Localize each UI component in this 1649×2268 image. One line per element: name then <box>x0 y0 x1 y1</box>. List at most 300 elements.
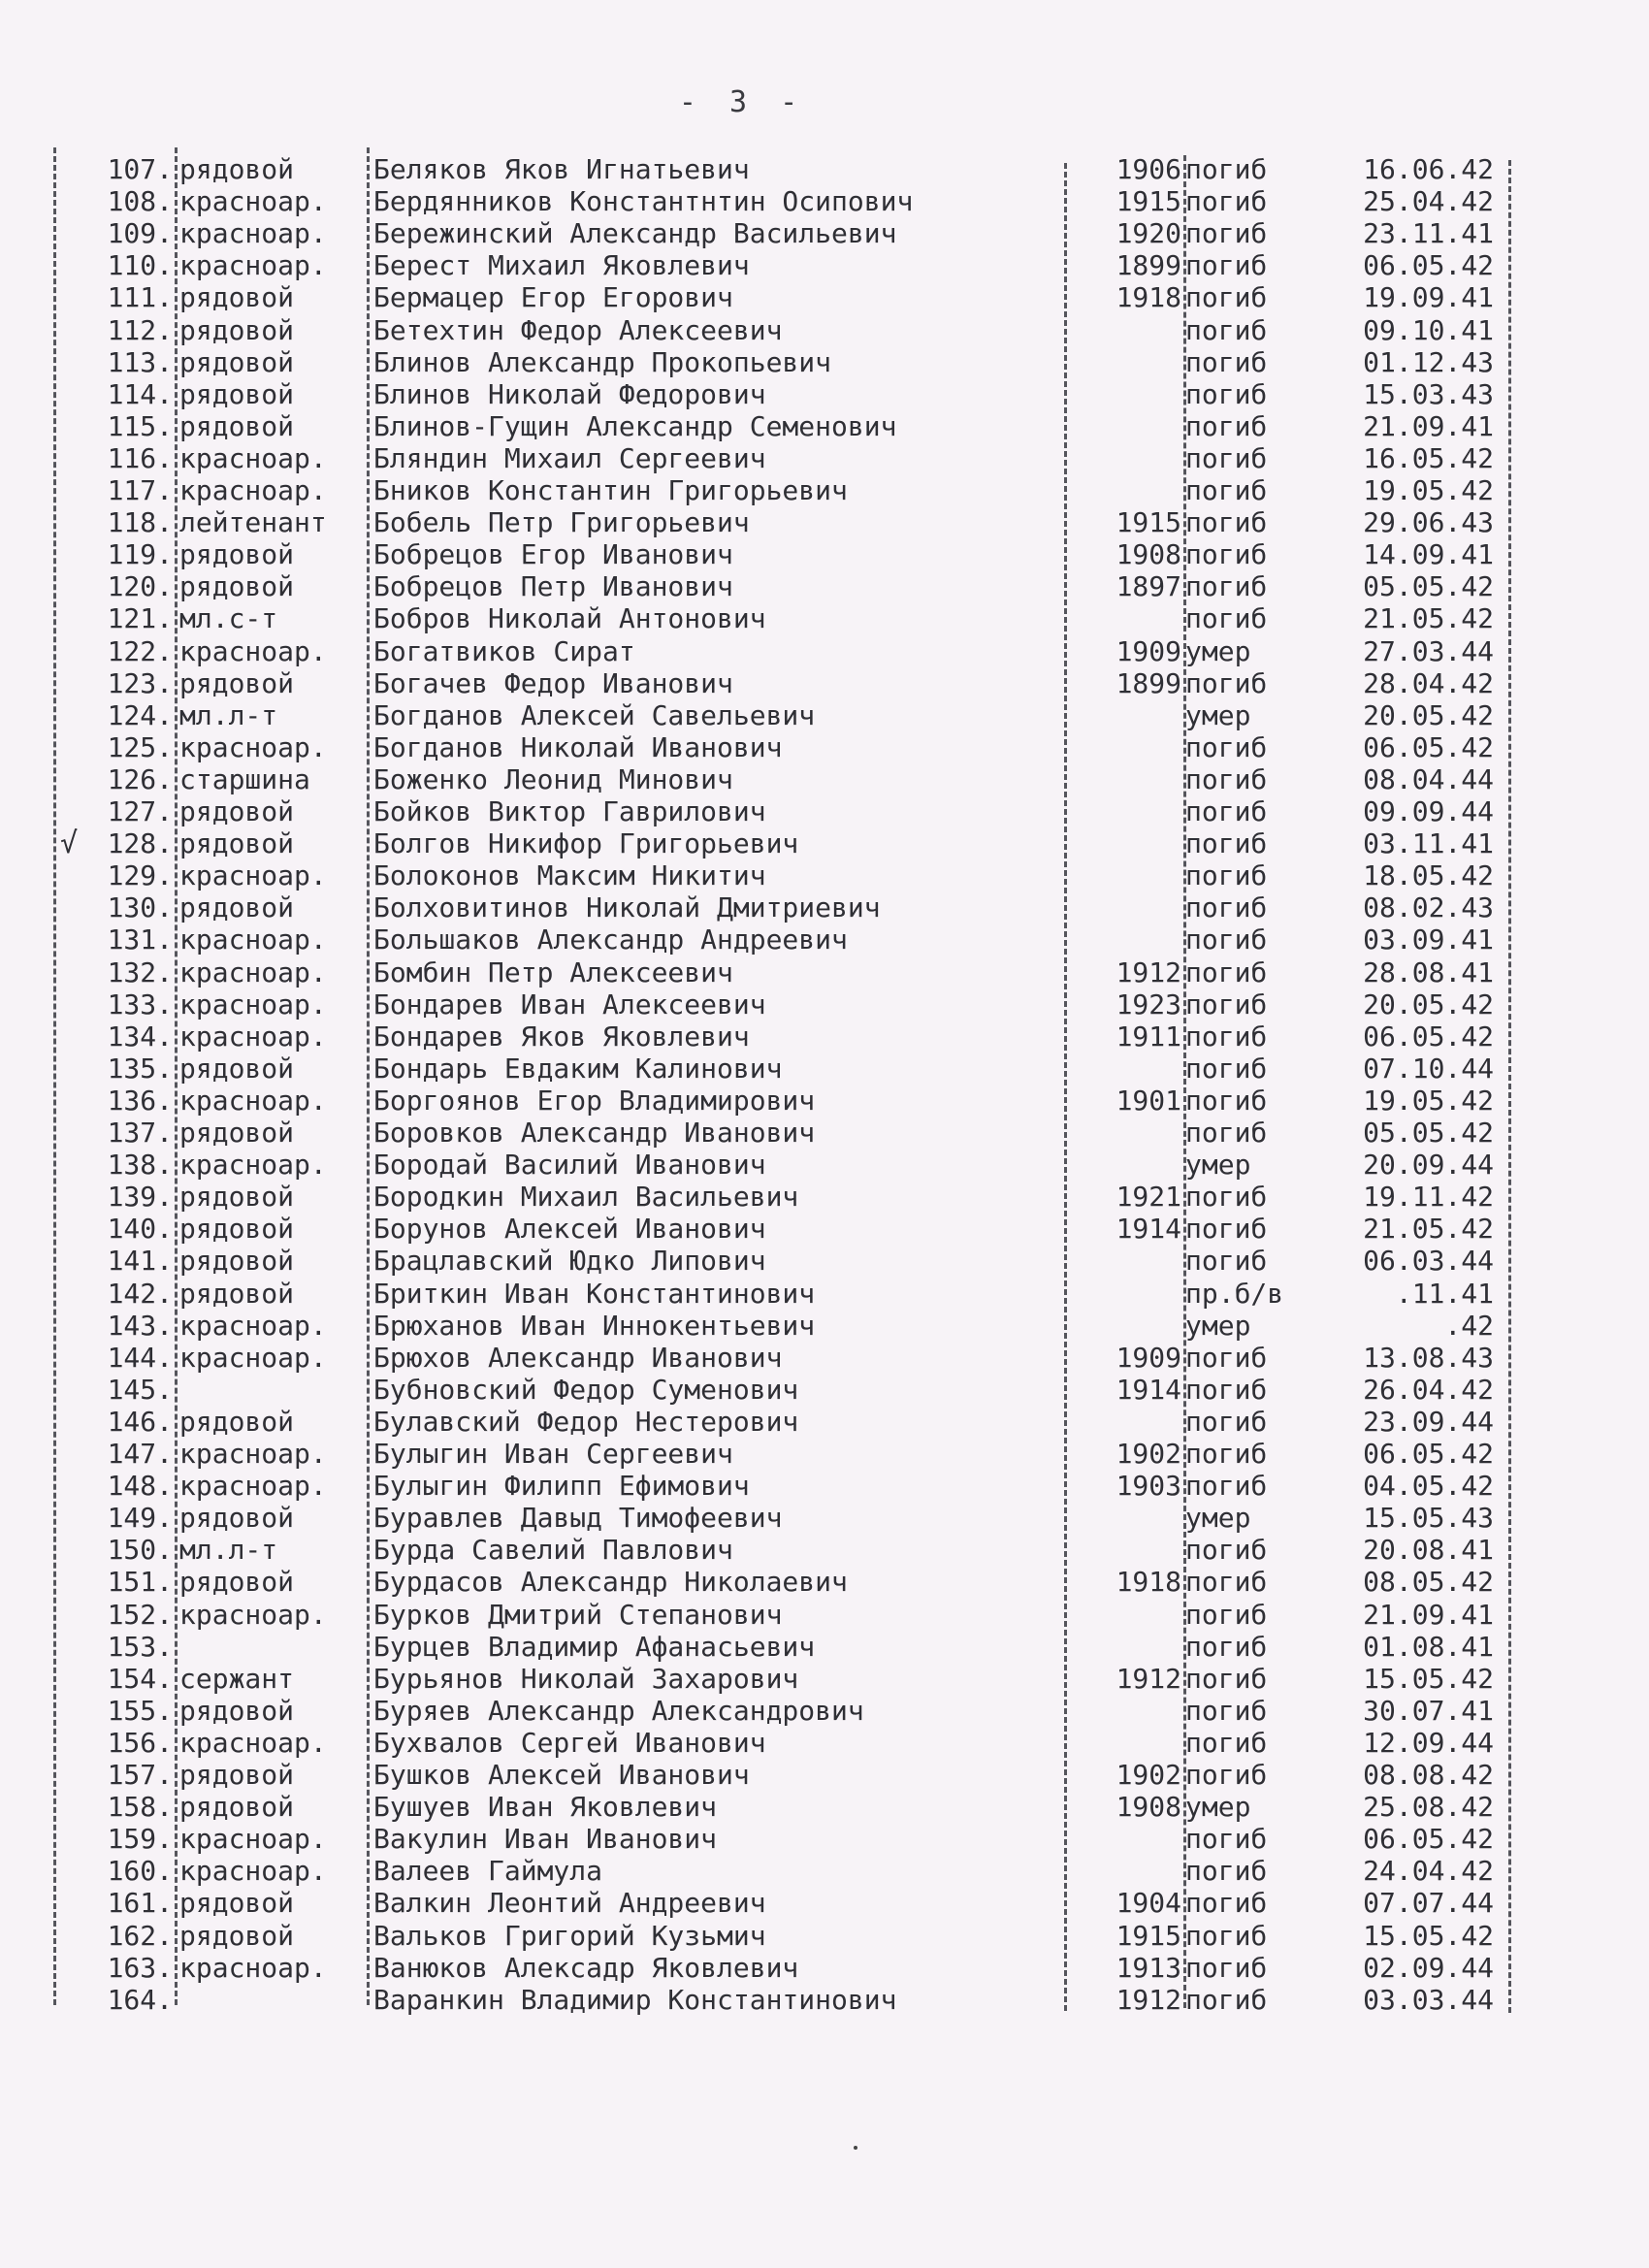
date: 20.05.42 <box>1363 698 1494 731</box>
date: 21.05.42 <box>1363 1213 1494 1246</box>
date: 03.09.41 <box>1363 923 1494 956</box>
table-row <box>0 442 1649 474</box>
table-row <box>0 1663 1649 1695</box>
rank: красноар. <box>179 441 327 474</box>
birth-year: 1913 <box>1116 1951 1181 1984</box>
row-number: 121. <box>107 602 173 635</box>
rank: рядовой <box>179 1887 295 1920</box>
birth-year: 1909 <box>1116 634 1181 667</box>
status: погиб <box>1185 795 1268 827</box>
table-row <box>0 1470 1649 1502</box>
status: погиб <box>1185 666 1268 699</box>
date: 21.09.41 <box>1363 1598 1494 1631</box>
row-number: 150. <box>107 1534 173 1567</box>
full-name: Бондарев Яков Яковлевич <box>373 1020 750 1053</box>
date: 06.05.42 <box>1363 1438 1494 1470</box>
date: 04.05.42 <box>1363 1470 1494 1503</box>
row-number: 127. <box>107 795 173 827</box>
table-row <box>0 1952 1649 1984</box>
rank: старшина <box>179 762 310 795</box>
rank: рядовой <box>179 409 295 442</box>
rank: рядовой <box>179 1791 295 1824</box>
date: 19.11.42 <box>1363 1181 1494 1214</box>
birth-year: 1901 <box>1116 1084 1181 1117</box>
date: 03.03.44 <box>1363 1983 1494 2016</box>
date: 21.05.42 <box>1363 602 1494 635</box>
rank: рядовой <box>179 345 295 378</box>
row-number: 143. <box>107 1309 173 1342</box>
full-name: Варанкин Владимир Константинович <box>373 1983 897 2016</box>
table-row <box>0 891 1649 923</box>
full-name: Болгов Никифор Григорьевич <box>373 827 799 860</box>
row-number: 163. <box>107 1951 173 1984</box>
row-number: 151. <box>107 1566 173 1599</box>
status: погиб <box>1185 538 1268 571</box>
row-number: 108. <box>107 185 173 218</box>
row-number: 154. <box>107 1662 173 1695</box>
rank: красноар. <box>179 1823 327 1856</box>
table-row <box>0 635 1649 667</box>
rank: лейтенант <box>179 506 327 539</box>
date: 16.06.42 <box>1363 153 1494 185</box>
check-mark: √ <box>60 826 79 861</box>
rank: красноар. <box>179 1149 327 1182</box>
full-name: Бобров Николай Антонович <box>373 602 766 635</box>
table-row <box>0 1887 1649 1919</box>
date: 07.07.44 <box>1363 1887 1494 1920</box>
date: 28.08.41 <box>1363 956 1494 988</box>
row-number: 125. <box>107 730 173 763</box>
rank: красноар. <box>179 1598 327 1631</box>
birth-year: 1918 <box>1116 281 1181 314</box>
date: 28.04.42 <box>1363 666 1494 699</box>
rank: красноар. <box>179 1855 327 1888</box>
birth-year: 1914 <box>1116 1213 1181 1246</box>
full-name: Бурцев Владимир Афанасьевич <box>373 1630 816 1663</box>
full-name: Бережинский Александр Васильевич <box>373 217 897 250</box>
row-number: 129. <box>107 859 173 892</box>
full-name: Бников Константин Григорьевич <box>373 474 848 506</box>
full-name: Боровков Александр Иванович <box>373 1117 816 1149</box>
birth-year: 1918 <box>1116 1566 1181 1599</box>
table-row <box>0 699 1649 731</box>
status: погиб <box>1185 762 1268 795</box>
status: умер <box>1185 1309 1251 1342</box>
rank: красноар. <box>179 988 327 1021</box>
full-name: Боженко Леонид Минович <box>373 762 733 795</box>
status: пр.б/в <box>1185 1277 1284 1310</box>
status: погиб <box>1185 1213 1268 1246</box>
birth-year: 1915 <box>1116 1919 1181 1952</box>
table-row <box>0 1278 1649 1310</box>
table-row <box>0 667 1649 699</box>
rank: рядовой <box>179 281 295 314</box>
full-name: Бобрецов Петр Иванович <box>373 570 733 603</box>
date: 26.04.42 <box>1363 1373 1494 1406</box>
row-number: 158. <box>107 1791 173 1824</box>
status: погиб <box>1185 217 1268 250</box>
rank: рядовой <box>179 1566 295 1599</box>
table-row <box>0 763 1649 795</box>
row-number: 141. <box>107 1245 173 1278</box>
status: погиб <box>1185 730 1268 763</box>
birth-year: 1920 <box>1116 217 1181 250</box>
date: 06.05.42 <box>1363 730 1494 763</box>
birth-year: 1915 <box>1116 506 1181 539</box>
date: 15.05.42 <box>1363 1919 1494 1952</box>
date: 06.03.44 <box>1363 1245 1494 1278</box>
birth-year: 1908 <box>1116 538 1181 571</box>
full-name: Бомбин Петр Алексеевич <box>373 956 733 988</box>
row-number: 112. <box>107 313 173 346</box>
date: 25.08.42 <box>1363 1791 1494 1824</box>
full-name: Брацлавский Юдко Липович <box>373 1245 766 1278</box>
date: 25.04.42 <box>1363 185 1494 218</box>
row-number: 144. <box>107 1341 173 1374</box>
date: 27.03.44 <box>1363 634 1494 667</box>
status: погиб <box>1185 827 1268 860</box>
status: погиб <box>1185 956 1268 988</box>
full-name: Бойков Виктор Гаврилович <box>373 795 766 827</box>
rank: рядовой <box>179 538 295 571</box>
table-row <box>0 314 1649 346</box>
date: 15.03.43 <box>1363 377 1494 410</box>
full-name: Бородкин Михаил Васильевич <box>373 1181 799 1214</box>
row-number: 109. <box>107 217 173 250</box>
birth-year: 1911 <box>1116 1020 1181 1053</box>
row-number: 119. <box>107 538 173 571</box>
rank: красноар. <box>179 1438 327 1470</box>
row-number: 160. <box>107 1855 173 1888</box>
date: 15.05.42 <box>1363 1662 1494 1695</box>
table-row <box>0 378 1649 410</box>
rank: мл.с-т <box>179 602 278 635</box>
date: 03.11.41 <box>1363 827 1494 860</box>
row-number: 133. <box>107 988 173 1021</box>
table-row <box>0 1984 1649 2016</box>
status: погиб <box>1185 570 1268 603</box>
status: погиб <box>1185 1983 1268 2016</box>
date: 09.10.41 <box>1363 313 1494 346</box>
status: погиб <box>1185 409 1268 442</box>
status: погиб <box>1185 281 1268 314</box>
table-row <box>0 1245 1649 1277</box>
full-name: Буравлев Давыд Тимофеевич <box>373 1502 783 1535</box>
date: 19.05.42 <box>1363 1084 1494 1117</box>
status: погиб <box>1185 923 1268 956</box>
full-name: Булыгин Филипп Ефимович <box>373 1470 750 1503</box>
row-number: 124. <box>107 698 173 731</box>
date: 06.05.42 <box>1363 1020 1494 1053</box>
table-row <box>0 827 1649 859</box>
date: 30.07.41 <box>1363 1694 1494 1727</box>
row-number: 128. <box>107 827 173 860</box>
table-row <box>0 1213 1649 1245</box>
full-name: Бондарев Иван Алексеевич <box>373 988 766 1021</box>
full-name: Богданов Алексей Савельевич <box>373 698 816 731</box>
full-name: Бухвалов Сергей Иванович <box>373 1726 766 1759</box>
date: 20.05.42 <box>1363 988 1494 1021</box>
table-row <box>0 795 1649 827</box>
rank: рядовой <box>179 1694 295 1727</box>
status: умер <box>1185 1502 1251 1535</box>
full-name: Брюханов Иван Иннокентьевич <box>373 1309 816 1342</box>
full-name: Блинов Николай Федорович <box>373 377 766 410</box>
table-row <box>0 506 1649 538</box>
row-number: 148. <box>107 1470 173 1503</box>
date: 18.05.42 <box>1363 859 1494 892</box>
birth-year: 1921 <box>1116 1181 1181 1214</box>
status: погиб <box>1185 1373 1268 1406</box>
rank: мл.л-т <box>179 698 278 731</box>
status: погиб <box>1185 1662 1268 1695</box>
date: 23.09.44 <box>1363 1405 1494 1438</box>
row-number: 147. <box>107 1438 173 1470</box>
birth-year: 1908 <box>1116 1791 1181 1824</box>
status: погиб <box>1185 313 1268 346</box>
full-name: Блинов-Гущин Александр Семенович <box>373 409 897 442</box>
status: погиб <box>1185 1855 1268 1888</box>
status: погиб <box>1185 1438 1268 1470</box>
row-number: 117. <box>107 474 173 506</box>
full-name: Буряев Александр Александрович <box>373 1694 864 1727</box>
rank: красноар. <box>179 634 327 667</box>
table-row <box>0 281 1649 313</box>
full-name: Бермацер Егор Егорович <box>373 281 733 314</box>
date: 07.10.44 <box>1363 1052 1494 1085</box>
full-name: Вакулин Иван Иванович <box>373 1823 718 1856</box>
date: 13.08.43 <box>1363 1341 1494 1374</box>
table-row <box>0 1342 1649 1374</box>
date: 29.06.43 <box>1363 506 1494 539</box>
birth-year: 1904 <box>1116 1887 1181 1920</box>
date: 15.05.43 <box>1363 1502 1494 1535</box>
status: погиб <box>1185 1823 1268 1856</box>
table-row <box>0 731 1649 763</box>
rank: красноар. <box>179 1084 327 1117</box>
table-row <box>0 1566 1649 1598</box>
full-name: Беляков Яков Игнатьевич <box>373 153 750 185</box>
table-row <box>0 1631 1649 1663</box>
table-row <box>0 1374 1649 1406</box>
date: 01.12.43 <box>1363 345 1494 378</box>
table-row <box>0 1727 1649 1759</box>
rank: красноар. <box>179 923 327 956</box>
status: погиб <box>1185 1566 1268 1599</box>
full-name: Болховитинов Николай Дмитриевич <box>373 891 881 924</box>
date: 05.05.42 <box>1363 570 1494 603</box>
row-number: 146. <box>107 1405 173 1438</box>
status: погиб <box>1185 1117 1268 1149</box>
row-number: 161. <box>107 1887 173 1920</box>
page-number: - 3 - <box>678 85 806 119</box>
row-number: 145. <box>107 1373 173 1406</box>
status: погиб <box>1185 988 1268 1021</box>
table-row <box>0 1117 1649 1149</box>
date: 08.04.44 <box>1363 762 1494 795</box>
status: погиб <box>1185 506 1268 539</box>
date: 23.11.41 <box>1363 217 1494 250</box>
full-name: Булыгин Иван Сергеевич <box>373 1438 733 1470</box>
rank: рядовой <box>179 153 295 185</box>
table-row <box>0 538 1649 570</box>
birth-year: 1909 <box>1116 1341 1181 1374</box>
table-row <box>0 923 1649 956</box>
rank: рядовой <box>179 1213 295 1246</box>
date: 19.05.42 <box>1363 474 1494 506</box>
row-number: 126. <box>107 762 173 795</box>
rank: красноар. <box>179 1309 327 1342</box>
date: 20.09.44 <box>1363 1149 1494 1182</box>
table-row <box>0 410 1649 442</box>
rank: рядовой <box>179 570 295 603</box>
status: погиб <box>1185 602 1268 635</box>
rank: рядовой <box>179 313 295 346</box>
status: погиб <box>1185 1341 1268 1374</box>
rank: красноар. <box>179 1470 327 1503</box>
row-number: 162. <box>107 1919 173 1952</box>
status: погиб <box>1185 1630 1268 1663</box>
rank: рядовой <box>179 1052 295 1085</box>
birth-year: 1903 <box>1116 1470 1181 1503</box>
birth-year: 1912 <box>1116 1662 1181 1695</box>
status: погиб <box>1185 185 1268 218</box>
status: погиб <box>1185 1084 1268 1117</box>
status: погиб <box>1185 1694 1268 1727</box>
date: 12.09.44 <box>1363 1726 1494 1759</box>
status: умер <box>1185 634 1251 667</box>
full-name: Бляндин Михаил Сергеевич <box>373 441 766 474</box>
status: погиб <box>1185 1759 1268 1791</box>
row-number: 135. <box>107 1052 173 1085</box>
status: умер <box>1185 698 1251 731</box>
row-number: 130. <box>107 891 173 924</box>
date: 24.04.42 <box>1363 1855 1494 1888</box>
rank: рядовой <box>179 377 295 410</box>
table-row <box>0 988 1649 1021</box>
status: погиб <box>1185 891 1268 924</box>
rank: красноар. <box>179 859 327 892</box>
rank: рядовой <box>179 1277 295 1310</box>
rank: рядовой <box>179 827 295 860</box>
full-name: Болоконов Максим Никитич <box>373 859 766 892</box>
status: погиб <box>1185 1470 1268 1503</box>
status: погиб <box>1185 345 1268 378</box>
status: погиб <box>1185 1726 1268 1759</box>
date: 08.08.42 <box>1363 1759 1494 1791</box>
status: погиб <box>1185 249 1268 282</box>
rank: мл.л-т <box>179 1534 278 1567</box>
birth-year: 1899 <box>1116 249 1181 282</box>
date: 09.09.44 <box>1363 795 1494 827</box>
table-row <box>0 1791 1649 1823</box>
birth-year: 1914 <box>1116 1373 1181 1406</box>
rank: рядовой <box>179 795 295 827</box>
status: погиб <box>1185 1598 1268 1631</box>
status: погиб <box>1185 441 1268 474</box>
full-name: Богданов Николай Иванович <box>373 730 783 763</box>
date: 05.05.42 <box>1363 1117 1494 1149</box>
row-number: 157. <box>107 1759 173 1791</box>
table-row <box>0 1053 1649 1085</box>
row-number: 115. <box>107 409 173 442</box>
rank: красноар. <box>179 185 327 218</box>
full-name: Бобрецов Егор Иванович <box>373 538 733 571</box>
full-name: Бобель Петр Григорьевич <box>373 506 750 539</box>
status: погиб <box>1185 1181 1268 1214</box>
row-number: 134. <box>107 1020 173 1053</box>
table-row <box>0 249 1649 281</box>
row-number: 140. <box>107 1213 173 1246</box>
rank: красноар. <box>179 474 327 506</box>
status: умер <box>1185 1149 1251 1182</box>
date: 08.02.43 <box>1363 891 1494 924</box>
table-row <box>0 1310 1649 1342</box>
rank: рядовой <box>179 891 295 924</box>
date: 16.05.42 <box>1363 441 1494 474</box>
full-name: Бурьянов Николай Захарович <box>373 1662 799 1695</box>
row-number: 139. <box>107 1181 173 1214</box>
row-number: 114. <box>107 377 173 410</box>
table-row <box>0 185 1649 217</box>
table-row <box>0 346 1649 378</box>
status: погиб <box>1185 1951 1268 1984</box>
rank: красноар. <box>179 249 327 282</box>
date: 06.05.42 <box>1363 1823 1494 1856</box>
birth-year: 1915 <box>1116 185 1181 218</box>
date: 14.09.41 <box>1363 538 1494 571</box>
table-row <box>0 570 1649 602</box>
date: 06.05.42 <box>1363 249 1494 282</box>
table-row <box>0 1759 1649 1791</box>
table-row <box>0 1823 1649 1855</box>
status: погиб <box>1185 474 1268 506</box>
status: погиб <box>1185 1052 1268 1085</box>
birth-year: 1912 <box>1116 956 1181 988</box>
date: 01.08.41 <box>1363 1630 1494 1663</box>
table-row <box>0 1406 1649 1438</box>
rank: рядовой <box>179 1502 295 1535</box>
rank: красноар. <box>179 1951 327 1984</box>
row-number: 113. <box>107 345 173 378</box>
full-name: Вальков Григорий Кузьмич <box>373 1919 766 1952</box>
row-number: 159. <box>107 1823 173 1856</box>
birth-year: 1899 <box>1116 666 1181 699</box>
status: погиб <box>1185 1245 1268 1278</box>
date: 08.05.42 <box>1363 1566 1494 1599</box>
table-row <box>0 1599 1649 1631</box>
table-row <box>0 217 1649 249</box>
birth-year: 1906 <box>1116 153 1181 185</box>
table-row <box>0 1085 1649 1117</box>
table-row <box>0 153 1649 185</box>
rank: рядовой <box>179 1759 295 1791</box>
row-number: 132. <box>107 956 173 988</box>
rank: красноар. <box>179 1726 327 1759</box>
full-name: Брюхов Александр Иванович <box>373 1341 783 1374</box>
date: 21.09.41 <box>1363 409 1494 442</box>
table-row <box>0 1021 1649 1053</box>
full-name: Бурда Савелий Павлович <box>373 1534 733 1567</box>
row-number: 111. <box>107 281 173 314</box>
rank: красноар. <box>179 1341 327 1374</box>
table-row <box>0 1502 1649 1534</box>
row-number: 107. <box>107 153 173 185</box>
table-row <box>0 859 1649 891</box>
row-number: 155. <box>107 1694 173 1727</box>
full-name: Борунов Алексей Иванович <box>373 1213 766 1246</box>
row-number: 137. <box>107 1117 173 1149</box>
